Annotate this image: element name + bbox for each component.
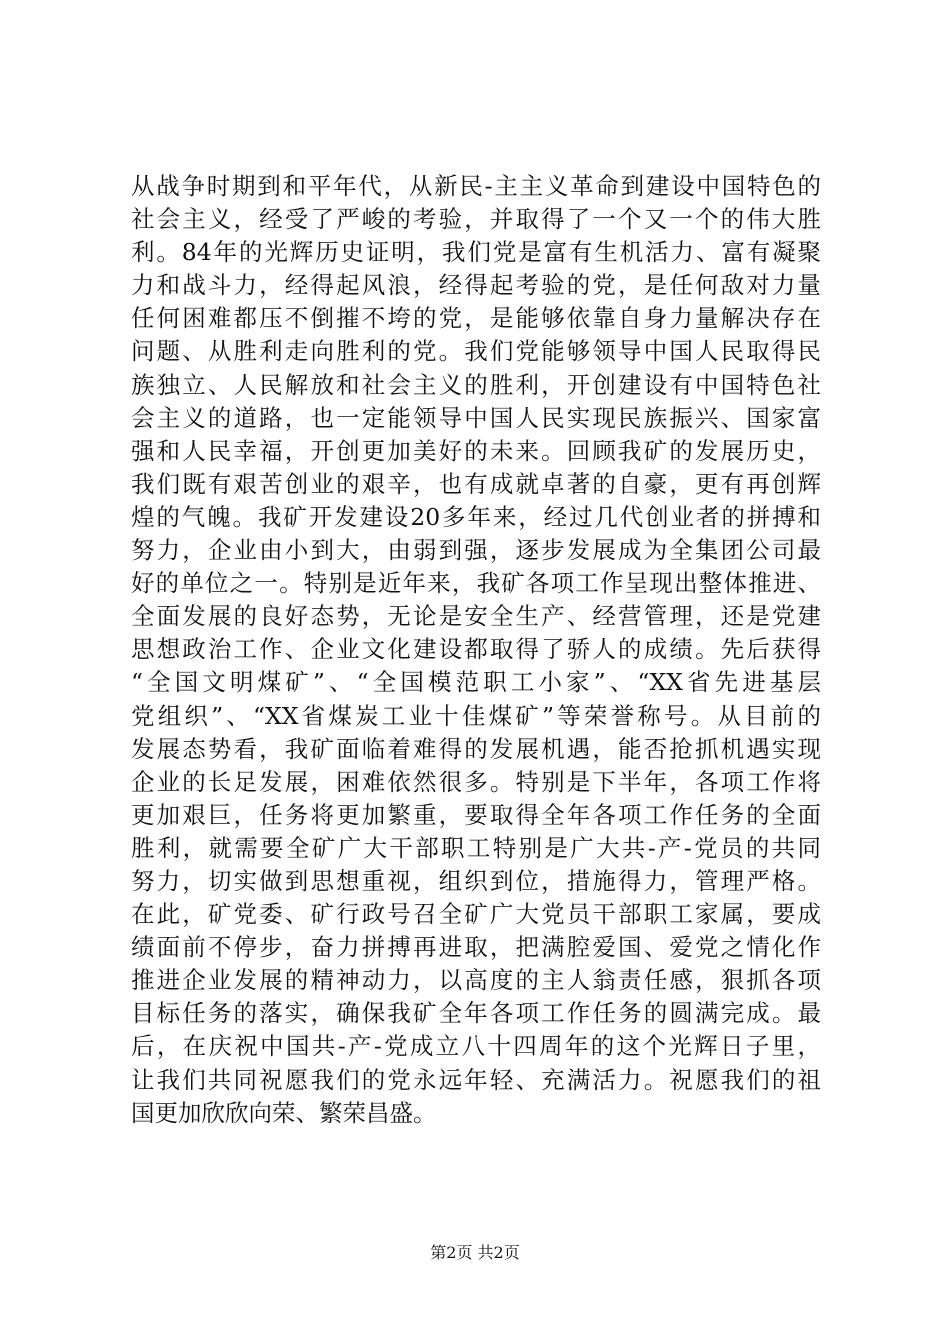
text-line: 煌的气魄。我矿开发建设20多年来，经过几代创业者的拼搏和 <box>131 502 821 531</box>
text-line: 任何困难都压不倒摧不垮的党，是能够依靠自身力量解决存在 <box>131 304 821 333</box>
text-line: 努力，切实做到思想重视，组织到位，措施得力，管理严格。 <box>131 866 821 895</box>
text-line: 企业的长足发展，困难依然很多。特别是下半年，各项工作将 <box>131 767 821 796</box>
text-line: 族独立、人民解放和社会主义的胜利，开创建设有中国特色社 <box>131 370 821 399</box>
text-line: 让我们共同祝愿我们的党永远年轻、充满活力。祝愿我们的祖 <box>131 1065 821 1094</box>
text-line: 推进企业发展的精神动力，以高度的主人翁责任感，狠抓各项 <box>131 966 821 995</box>
text-line: 好的单位之一。特别是近年来，我矿各项工作呈现出整体推进、 <box>131 569 821 598</box>
text-line: 从战争时期到和平年代，从新民-主主义革命到建设中国特色的 <box>131 172 821 200</box>
text-line: 利。84年的光辉历史证明，我们党是富有生机活力、富有凝聚 <box>131 238 821 267</box>
text-line: 绩面前不停步，奋力拼搏再进取，把满腔爱国、爱党之情化作 <box>131 933 821 962</box>
page-footer <box>0 1243 950 1263</box>
text-line: 努力，企业由小到大，由弱到强，逐步发展成为全集团公司最 <box>131 536 821 565</box>
text-line: 更加艰巨，任务将更加繁重，要取得全年各项工作任务的全面 <box>131 800 821 829</box>
text-line: 思想政治工作、企业文化建设都取得了骄人的成绩。先后获得 <box>131 635 821 664</box>
text-line: 发展态势看，我矿面临着难得的发展机遇，能否抢抓机遇实现 <box>131 734 821 763</box>
text-line: 党组织”、“XX省煤炭工业十佳煤矿”等荣誉称号。从目前的 <box>131 701 821 730</box>
text-line: 目标任务的落实，确保我矿全年各项工作任务的圆满完成。最 <box>131 999 821 1028</box>
text-line: 社会主义，经受了严峻的考验，并取得了一个又一个的伟大胜 <box>131 205 821 234</box>
text-line: 在此，矿党委、矿行政号召全矿广大党员干部职工家属，要成 <box>131 900 821 929</box>
text-line: 国更加欣欣向荣、繁荣昌盛。 <box>131 1098 437 1127</box>
text-line: 后，在庆祝中国共-产-党成立八十四周年的这个光辉日子里， <box>131 1032 821 1061</box>
text-line: 全面发展的良好态势，无论是安全生产、经营管理，还是党建 <box>131 602 821 631</box>
page-number: 第2页 共2页 <box>430 1243 520 1262</box>
body-text <box>131 170 821 1130</box>
text-line: “全国文明煤矿”、“全国模范职工小家”、“XX省先进基层 <box>131 668 821 697</box>
text-line: 强和人民幸福，开创更加美好的未来。回顾我矿的发展历史， <box>131 436 821 465</box>
text-line: 我们既有艰苦创业的艰辛，也有成就卓著的自豪，更有再创辉 <box>131 469 821 498</box>
text-line: 问题、从胜利走向胜利的党。我们党能够领导中国人民取得民 <box>131 337 821 366</box>
text-line: 胜利，就需要全矿广大干部职工特别是广大共-产-党员的共同 <box>131 833 821 862</box>
text-line: 会主义的道路，也一定能领导中国人民实现民族振兴、国家富 <box>131 403 821 432</box>
text-line: 力和战斗力，经得起风浪，经得起考验的党，是任何敌对力量 <box>131 271 821 300</box>
